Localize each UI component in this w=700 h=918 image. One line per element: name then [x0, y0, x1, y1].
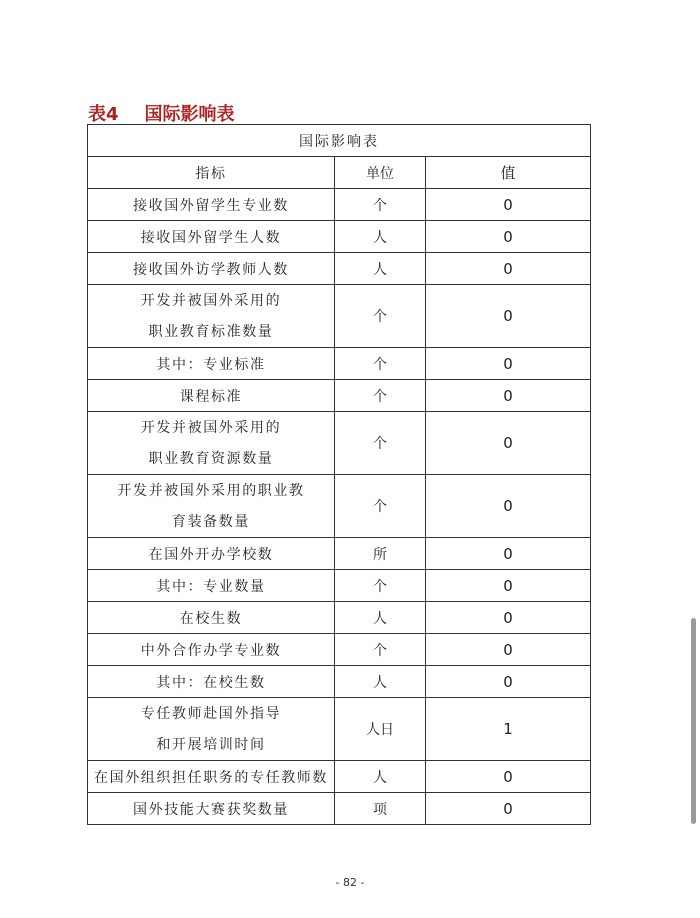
indicator-cell [88, 475, 335, 537]
table-row [88, 285, 590, 348]
table-row [88, 666, 590, 698]
indicator-cell: 其中：在校生数 [88, 666, 335, 697]
header-value: 值 [500, 164, 516, 182]
indicator-line: 和开展培训时间 [156, 736, 266, 753]
value-cell: 0 [503, 544, 513, 563]
value-cell: 0 [503, 640, 513, 659]
indicator-line: 育装备数量 [171, 513, 250, 530]
unit-cell: 个 [335, 189, 426, 220]
unit-cell: 个 [335, 634, 426, 665]
unit-cell: 人 [335, 761, 426, 792]
value-cell: 0 [503, 195, 513, 214]
unit-cell: 个 [335, 348, 426, 379]
indicator-cell: 在国外组织担任职务的专任教师数 [88, 761, 335, 792]
unit-cell: 所 [335, 538, 426, 569]
header-indicator: 指标 [88, 157, 335, 188]
value-cell: 0 [503, 434, 513, 452]
unit-cell: 个 [335, 380, 426, 411]
indicator-cell [88, 698, 335, 760]
indicator-cell: 接收国外留学生人数 [88, 221, 335, 252]
value-cell: 0 [503, 307, 513, 325]
unit-cell: 个 [335, 412, 426, 474]
indicator-cell: 在国外开办学校数 [88, 538, 335, 569]
indicator-cell: 接收国外访学教师人数 [88, 253, 335, 284]
value-cell: 0 [503, 497, 513, 515]
indicator-line: 开发并被国外采用的 [140, 419, 282, 436]
indicator-cell: 接收国外留学生专业数 [88, 189, 335, 220]
table-row [88, 253, 590, 285]
indicator-line: 开发并被国外采用的 [140, 292, 282, 309]
unit-cell: 个 [335, 475, 426, 537]
indicator-lines [141, 419, 281, 468]
value-cell: 0 [503, 576, 513, 595]
header-unit: 单位 [335, 157, 426, 188]
table-row [88, 698, 590, 761]
indicator-cell: 国外技能大赛获奖数量 [88, 793, 335, 824]
indicator-line: 职业教育标准数量 [148, 323, 274, 340]
table-row [88, 475, 590, 538]
indicator-lines [117, 482, 304, 531]
indicator-lines [141, 292, 281, 341]
value-cell: 0 [503, 227, 513, 246]
table-header-row [88, 157, 590, 189]
indicator-cell: 其中：专业标准 [88, 348, 335, 379]
table-row [88, 761, 590, 793]
indicator-line: 专任教师赴国外指导 [140, 705, 282, 722]
unit-cell: 人 [335, 602, 426, 633]
indicator-line: 开发并被国外采用的职业教 [117, 482, 305, 499]
unit-cell: 人 [335, 666, 426, 697]
table-body [88, 189, 590, 824]
value-cell: 1 [503, 720, 513, 738]
table-row [88, 380, 590, 412]
indicator-cell: 其中：专业数量 [88, 570, 335, 601]
value-cell: 0 [503, 672, 513, 691]
table-row [88, 570, 590, 602]
table-row [88, 793, 590, 824]
table-number: 表4 [88, 104, 119, 125]
unit-cell: 人日 [335, 698, 426, 760]
table-row [88, 602, 590, 634]
value-cell: 0 [503, 608, 513, 627]
value-cell: 0 [503, 386, 513, 405]
international-influence-table [87, 124, 591, 825]
value-cell: 0 [503, 354, 513, 373]
unit-cell: 个 [335, 285, 426, 347]
unit-cell: 人 [335, 253, 426, 284]
table-row [88, 221, 590, 253]
unit-cell: 项 [335, 793, 426, 824]
unit-cell: 个 [335, 570, 426, 601]
indicator-cell: 在校生数 [88, 602, 335, 633]
scrollbar-thumb[interactable] [691, 618, 696, 824]
page-number: - 82 - [335, 876, 365, 889]
table-row [88, 412, 590, 475]
table-row [88, 538, 590, 570]
indicator-cell: 中外合作办学专业数 [88, 634, 335, 665]
indicator-lines [141, 705, 281, 754]
unit-cell: 人 [335, 221, 426, 252]
table-title: 国际影响表 [88, 125, 590, 157]
indicator-cell: 课程标准 [88, 380, 335, 411]
table-row [88, 634, 590, 666]
table-row [88, 348, 590, 380]
table-caption [88, 100, 235, 126]
indicator-line: 职业教育资源数量 [148, 450, 274, 467]
indicator-cell [88, 285, 335, 347]
value-cell: 0 [503, 799, 513, 818]
table-caption-title: 国际影响表 [144, 104, 235, 125]
indicator-cell [88, 412, 335, 474]
value-cell: 0 [503, 767, 513, 786]
table-row [88, 189, 590, 221]
value-cell: 0 [503, 259, 513, 278]
